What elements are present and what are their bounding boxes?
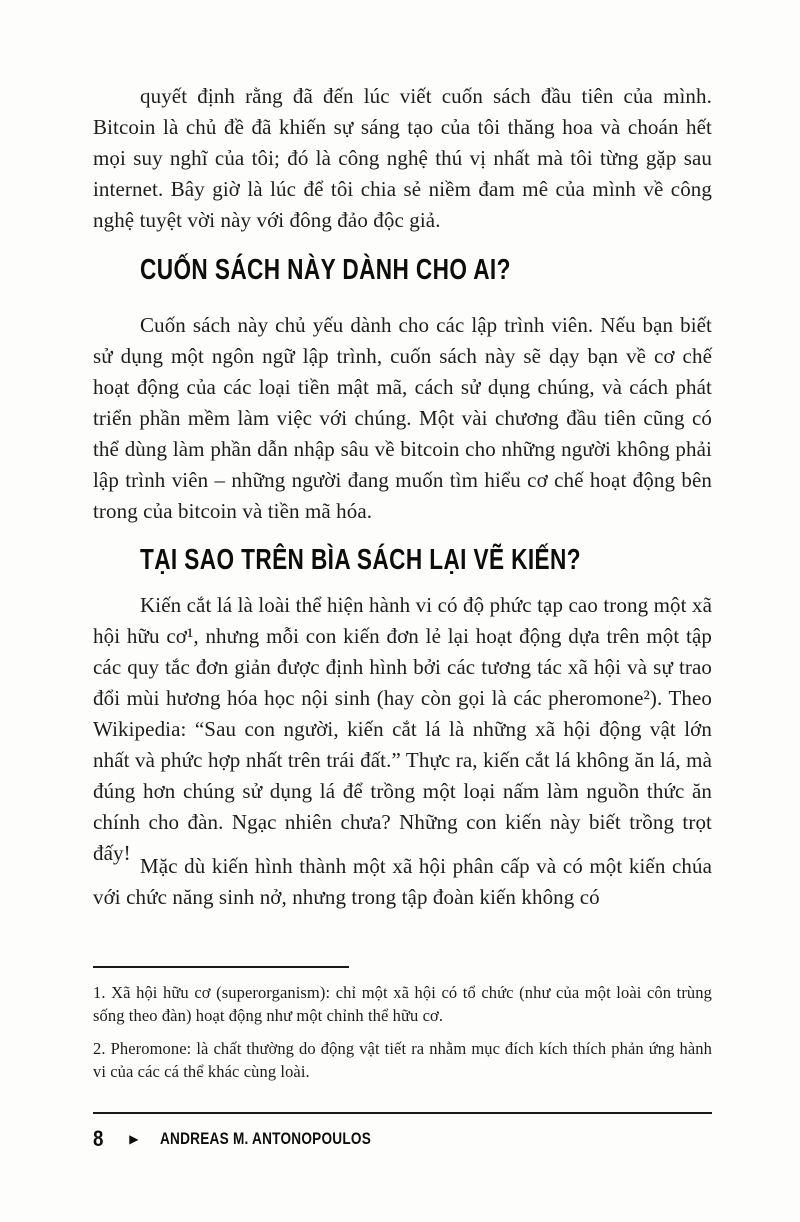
- body-paragraph-1: quyết định rằng đã đến lúc viết cuốn sách đầu tiên của mình. Bitcoin là chủ đề đã khiến sự sáng tạo của tôi thăng hoa và choán hết mọi suy nghĩ của tôi; đó là công nghệ thú vị nhất mà tôi từng gặp sau internet. Bây giờ là lúc để tôi chia sẻ niềm đam mê của mình về công nghệ tuyệt vời này với đông đảo độc giả.: [93, 84, 712, 232]
- section-heading-who-is-this-book-for: [140, 255, 712, 285]
- section-heading-1-label: CUỐN SÁCH NÀY DÀNH CHO AI?: [140, 254, 511, 286]
- page-number: 8: [93, 1126, 104, 1151]
- body-paragraph-2: Cuốn sách này chủ yếu dành cho các lập trình viên. Nếu bạn biết sử dụng một ngôn ngữ lập trình, cuốn sách này sẽ dạy bạn về cơ chế hoạt động của các loại tiền mật mã, cách sử dụng chúng, và cách phát triển phần mềm làm việc với chúng. Một vài chương đầu tiên cũng có thể dùng làm phần dẫn nhập sâu về bitcoin cho những người không phải lập trình viên – những người đang muốn tìm hiểu cơ chế hoạt động bên trong của bitcoin và tiền mã hóa.: [93, 313, 712, 523]
- running-author: [160, 1129, 424, 1149]
- section-heading-why-ants-on-cover: [140, 545, 712, 575]
- footnote-2: 2. Pheromone: là chất thường do động vật tiết ra nhằm mục đích kích thích phản ứng hành vi của các cá thể khác cùng loài.: [93, 1039, 712, 1081]
- body-paragraph-4: Mặc dù kiến hình thành một xã hội phân cấp và có một kiến chúa với chức năng sinh nở, nhưng trong tập đoàn kiến không có: [93, 854, 712, 909]
- section-heading-2-label: TẠI SAO TRÊN BÌA SÁCH LẠI VẼ KIẾN?: [140, 544, 581, 576]
- footer-divider: [93, 1112, 712, 1114]
- footnote-divider: [93, 966, 349, 968]
- footnote-1: 1. Xã hội hữu cơ (superorganism): chỉ một xã hội có tổ chức (như của một loài côn trùng sống theo đàn) hoạt động như một chỉnh thể hữu cơ.: [93, 983, 712, 1025]
- arrow-right-icon: ▶: [129, 1132, 139, 1146]
- running-author-label: ANDREAS M. ANTONOPOULOS: [160, 1129, 372, 1148]
- page-content: [93, 0, 712, 1152]
- body-paragraph-3: Kiến cắt lá là loài thể hiện hành vi có độ phức tạp cao trong một xã hội hữu cơ¹, nhưng mỗi con kiến đơn lẻ lại hoạt động dựa trên một tập các quy tắc đơn giản được định hình bởi các tương tác xã hội và sự trao đổi mùi hương hóa học nội sinh (hay còn gọi là các pheromone²). Theo Wikipedia: “Sau con người, kiến cắt lá là những xã hội động vật lớn nhất và phức hợp nhất trên trái đất.” Thực ra, kiến cắt lá không ăn lá, mà đúng hơn chúng sử dụng lá để trồng một loại nấm làm nguồn thức ăn chính cho đàn. Ngạc nhiên chưa? Những con kiến này biết trồng trọt đấy!: [93, 593, 712, 865]
- running-footer: [93, 1126, 712, 1152]
